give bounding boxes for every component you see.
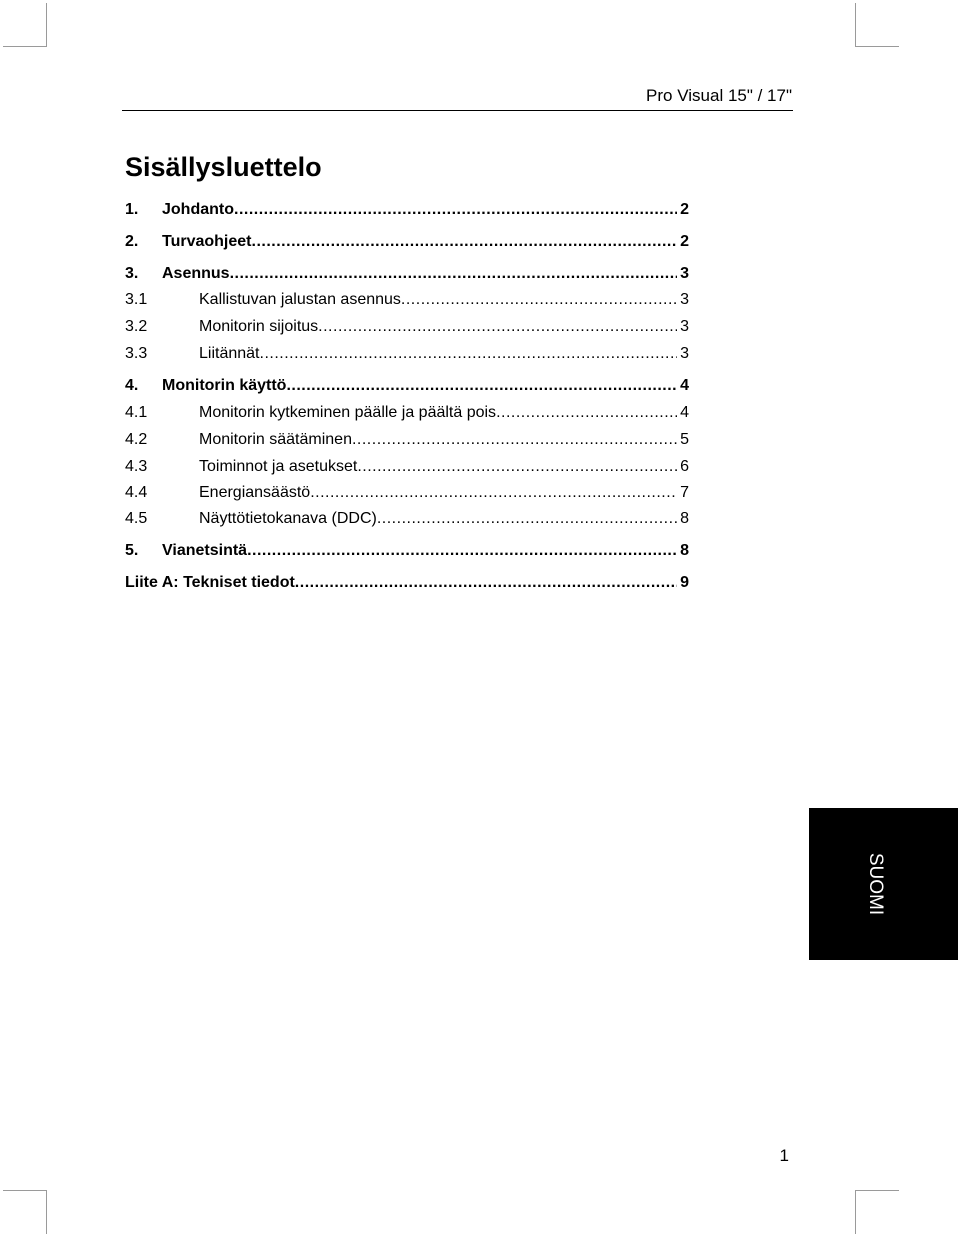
toc-entry-number: 3.3 <box>125 345 148 362</box>
toc-entry-title: Asennus <box>162 265 230 282</box>
toc-entry-title: Turvaohjeet <box>162 233 252 250</box>
toc-entry-number: 4.1 <box>125 404 148 421</box>
toc-entry[interactable] <box>125 482 689 504</box>
toc-entry-number: 4.3 <box>125 458 148 475</box>
toc-dot-leader <box>260 343 678 365</box>
toc-entry[interactable] <box>125 199 689 221</box>
toc-entry-number: 3.1 <box>125 291 148 308</box>
toc-dot-leader <box>252 231 678 253</box>
crop-mark-top-left-horizontal <box>3 46 47 47</box>
toc-entry-page: 6 <box>680 458 689 475</box>
toc-entry-number: 2. <box>125 233 139 250</box>
toc-entry-page: 2 <box>680 201 689 218</box>
toc-entry[interactable] <box>125 375 689 397</box>
toc-entry-page: 3 <box>680 318 689 335</box>
toc-entry-number: 3.2 <box>125 318 148 335</box>
toc-entry-title: Vianetsintä <box>162 542 248 559</box>
toc-entry-title: Monitorin kytkeminen päälle ja päältä pois <box>199 404 497 421</box>
toc-dot-leader <box>247 540 677 562</box>
crop-mark-bottom-left-horizontal <box>3 1190 47 1191</box>
toc-entry-title: Energiansäästö <box>199 484 311 501</box>
crop-mark-bottom-right-vertical <box>855 1190 856 1234</box>
toc-dot-leader <box>352 429 677 451</box>
toc-entry-page: 8 <box>680 542 689 559</box>
toc-entry-page: 4 <box>680 404 689 421</box>
toc-entry-page: 8 <box>680 510 689 527</box>
toc-dot-leader <box>295 572 677 594</box>
toc-entry-page: 2 <box>680 233 689 250</box>
toc-entry[interactable] <box>125 289 689 311</box>
toc-entry-title: Monitorin käyttö <box>162 377 287 394</box>
toc-entry[interactable] <box>125 540 689 562</box>
page-number: 1 <box>779 1146 789 1165</box>
crop-mark-top-right-horizontal <box>855 46 899 47</box>
running-header-title: Pro Visual 15" / 17" <box>646 86 792 105</box>
toc-entry-title: Liite A: Tekniset tiedot <box>125 574 295 591</box>
toc-dot-leader <box>286 375 677 397</box>
toc-entry-page: 7 <box>680 484 689 501</box>
crop-mark-bottom-right-horizontal <box>855 1190 899 1191</box>
toc-entry-page: 9 <box>680 574 689 591</box>
toc-entry-page: 3 <box>680 265 689 282</box>
crop-mark-top-right-vertical <box>855 3 856 46</box>
toc-dot-leader <box>357 456 677 478</box>
toc-entry-title: Johdanto <box>162 201 234 218</box>
toc-entry-title: Toiminnot ja asetukset <box>199 458 358 475</box>
toc-entry[interactable] <box>125 316 689 338</box>
toc-entry-page: 3 <box>680 291 689 308</box>
toc-entry-number: 1. <box>125 201 139 218</box>
toc-title: Sisällysluettelo <box>125 152 322 182</box>
toc-entry-page: 4 <box>680 377 689 394</box>
toc-entry[interactable] <box>125 402 689 424</box>
crop-mark-top-left-vertical <box>46 3 47 46</box>
language-tab-label: SUOMI <box>865 852 886 916</box>
toc-entry[interactable] <box>125 429 689 451</box>
crop-mark-bottom-left-vertical <box>46 1190 47 1234</box>
toc-entry[interactable] <box>125 263 689 285</box>
toc-dot-leader <box>310 482 677 504</box>
toc-entry-title: Näyttötietokanava (DDC) <box>199 510 377 527</box>
toc-entry[interactable] <box>125 508 689 530</box>
toc-entry-title: Liitännät <box>199 345 260 362</box>
toc-dot-leader <box>318 316 677 338</box>
toc-entry-title: Monitorin säätäminen <box>199 431 352 448</box>
toc-entry-page: 5 <box>680 431 689 448</box>
toc-entry-page: 3 <box>680 345 689 362</box>
toc-dot-leader <box>496 402 677 424</box>
header-rule <box>122 110 793 111</box>
toc-entry-number: 5. <box>125 542 139 559</box>
toc-entry-number: 4.2 <box>125 431 148 448</box>
toc-dot-leader <box>377 508 677 530</box>
toc-entry-title: Monitorin sijoitus <box>199 318 319 335</box>
toc-entry[interactable] <box>125 456 689 478</box>
toc-entry[interactable] <box>125 572 689 594</box>
toc-entry[interactable] <box>125 231 689 253</box>
toc-entry-title: Kallistuvan jalustan asennus <box>199 291 401 308</box>
toc-dot-leader <box>401 289 677 311</box>
toc-entry-number: 4.4 <box>125 484 148 501</box>
toc-entry[interactable] <box>125 343 689 365</box>
toc-dot-leader <box>234 199 677 221</box>
toc-entry-number: 4.5 <box>125 510 148 527</box>
toc-dot-leader <box>230 263 678 285</box>
toc-entry-number: 4. <box>125 377 139 394</box>
toc-entry-number: 3. <box>125 265 139 282</box>
